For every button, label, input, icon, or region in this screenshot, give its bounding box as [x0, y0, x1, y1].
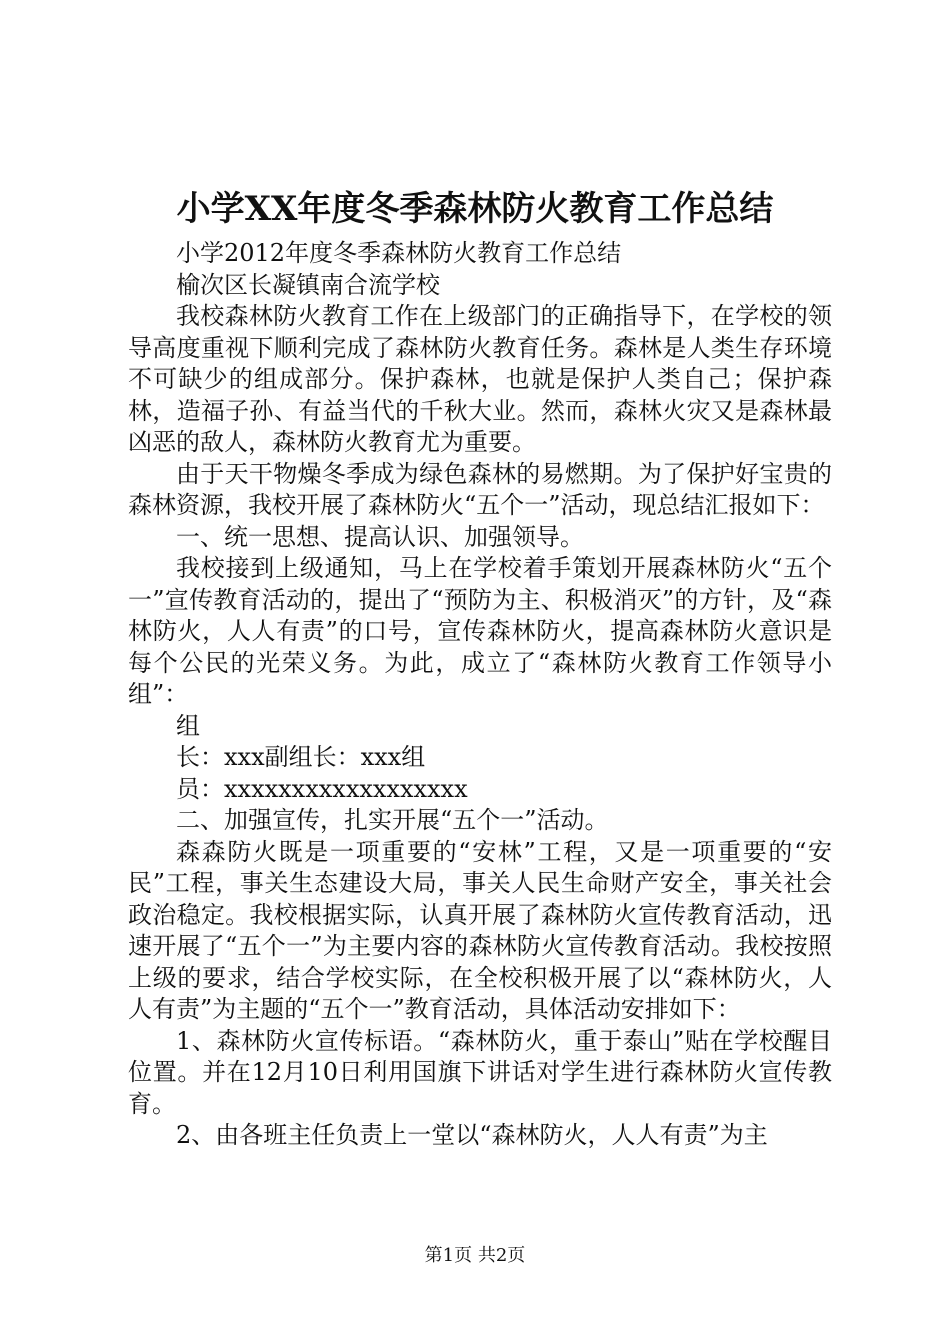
- document-body: [128, 238, 832, 1152]
- section-heading: 一、统一思想、提高认识、加强领导。: [176, 522, 584, 551]
- body-paragraph: 我校森林防火教育工作在上级部门的正确指导下，在学校的领导高度重视下顺利完成了森林防火教育任务。森林是人类生存环境不可缺少的组成部分。保护森林，也就是保护人类自己；保护森林，造福子孙、有益当代的千秋大业。然而，森林火灾又是森林最凶恶的敌人，森林防火教育尤为重要。: [128, 302, 832, 456]
- group-line: 组: [176, 711, 200, 740]
- list-item: 2、由各班主任负责上一堂以“森林防火，人人有责”为主: [176, 1121, 768, 1149]
- body-paragraph: 森森防火既是一项重要的“安林”工程，又是一项重要的“安民”工程，事关生态建设大局，事关人民生命财产安全，事关社会政治稳定。我校根据实际，认真开展了森林防火宣传教育活动，迅速开展了“五个一”为主要内容的森林防火宣传教育活动。我校按照上级的要求，结合学校实际，在全校积极开展了以“森林防火，人人有责”为主题的“五个一”教育活动，具体活动安排如下：: [128, 837, 832, 1023]
- document-title: 小学XX年度冬季森林防火教育工作总结: [176, 189, 774, 229]
- page-number-footer: 第1页 共2页: [424, 1245, 526, 1266]
- subtitle: 小学2012年度冬季森林防火教育工作总结: [176, 239, 622, 267]
- body-paragraph: 我校接到上级通知，马上在学校着手策划开展森林防火“五个一”宣传教育活动的，提出了“预防为主、积极消灭”的方针，及“森林防火，人人有责”的口号，宣传森林防火，提高森林防火意识是每个公民的光荣义务。为此，成立了“森林防火教育工作领导小组”：: [128, 554, 832, 708]
- section-heading: 二、加强宣传，扎实开展“五个一”活动。: [176, 806, 609, 834]
- body-paragraph: 由于天干物燥冬季成为绿色森林的易燃期。为了保护好宝贵的森林资源，我校开展了森林防火“五个一”活动，现总结汇报如下：: [128, 459, 832, 519]
- school-name: 榆次区长凝镇南合流学校: [176, 270, 440, 299]
- group-line: 长：xxx副组长：xxx组: [176, 743, 426, 771]
- list-item: 1、森林防火宣传标语。“森林防火，重于泰山”贴在学校醒目位置。并在12月10日利用国旗下讲话对学生进行森林防火宣传教育。: [128, 1026, 832, 1118]
- group-line: 员：xxxxxxxxxxxxxxxxxx: [176, 774, 468, 803]
